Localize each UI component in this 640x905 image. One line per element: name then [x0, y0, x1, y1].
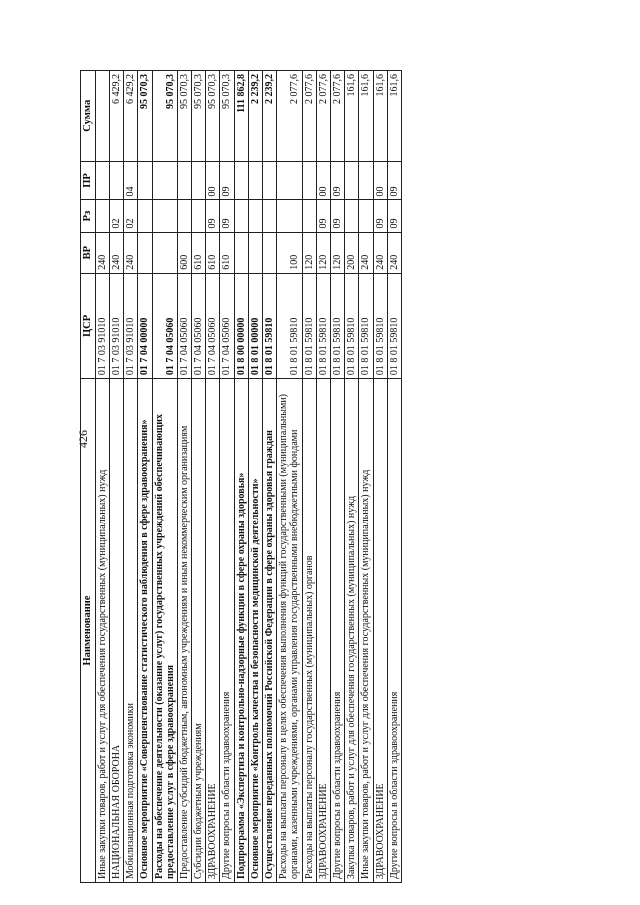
cell-name: ЗДРАВООХРАНЕНИЕ — [316, 379, 330, 883]
cell-rz — [277, 200, 302, 232]
cell-csr: 01 8 01 00000 — [248, 273, 262, 378]
header-csr: ЦСР — [81, 273, 96, 378]
cell-sum: 161,6 — [373, 71, 387, 162]
table-row — [138, 71, 152, 883]
cell-pr: 04 — [124, 161, 138, 200]
cell-rz: 02 — [124, 200, 138, 232]
cell-vr: 600 — [177, 232, 191, 273]
cell-csr: 01 7 03 91010 — [109, 273, 123, 378]
cell-name: Субсидии бюджетным учреждениям — [192, 379, 206, 883]
table-row — [373, 71, 387, 883]
cell-pr — [177, 161, 191, 200]
cell-csr: 01 7 03 91010 — [95, 273, 109, 378]
cell-pr — [359, 161, 373, 200]
cell-pr: 00 — [316, 161, 330, 200]
header-name: Наименование — [81, 379, 96, 883]
cell-sum: 95 070,3 — [206, 71, 220, 162]
cell-pr — [152, 161, 177, 200]
cell-rz — [152, 200, 177, 232]
header-rz: Рз — [81, 200, 96, 232]
cell-pr — [302, 161, 316, 200]
cell-sum: 2 077,6 — [316, 71, 330, 162]
cell-rz — [248, 200, 262, 232]
cell-pr — [192, 161, 206, 200]
cell-sum: 95 070,3 — [138, 71, 152, 162]
cell-name: Предоставление субсидий бюджетным, автономным учреждениям и иным некоммерческим организациям — [177, 379, 191, 883]
cell-rz — [263, 200, 277, 232]
table-row — [124, 71, 138, 883]
cell-csr: 01 8 01 59810 — [359, 273, 373, 378]
table-row — [277, 71, 302, 883]
cell-rz — [138, 200, 152, 232]
table-row — [330, 71, 344, 883]
cell-vr: 240 — [359, 232, 373, 273]
cell-sum — [95, 71, 109, 162]
cell-name: Другие вопросы в области здравоохранения — [387, 379, 401, 883]
cell-csr: 01 8 01 59810 — [330, 273, 344, 378]
table-row — [263, 71, 277, 883]
table-row — [359, 71, 373, 883]
cell-pr — [345, 161, 359, 200]
cell-vr: 200 — [345, 232, 359, 273]
cell-vr: 100 — [277, 232, 302, 273]
cell-vr: 610 — [206, 232, 220, 273]
cell-csr: 01 8 00 00000 — [234, 273, 248, 378]
cell-pr — [234, 161, 248, 200]
cell-sum: 95 070,3 — [220, 71, 234, 162]
header-sum: Сумма — [81, 71, 96, 162]
cell-vr: 610 — [192, 232, 206, 273]
table-row — [302, 71, 316, 883]
table-row — [95, 71, 109, 883]
cell-vr: 120 — [302, 232, 316, 273]
table-row — [192, 71, 206, 883]
cell-csr: 01 7 04 05060 — [192, 273, 206, 378]
cell-rz — [234, 200, 248, 232]
cell-vr: 240 — [95, 232, 109, 273]
cell-rz — [345, 200, 359, 232]
cell-vr: 240 — [387, 232, 401, 273]
cell-vr — [263, 232, 277, 273]
cell-csr: 01 8 01 59810 — [263, 273, 277, 378]
cell-vr — [234, 232, 248, 273]
page-number: 426 — [76, 430, 90, 448]
cell-sum: 6 429,2 — [124, 71, 138, 162]
cell-rz: 09 — [387, 200, 401, 232]
header-pr: ПР — [81, 161, 96, 200]
table-row — [109, 71, 123, 883]
cell-rz — [359, 200, 373, 232]
cell-sum: 6 429,2 — [109, 71, 123, 162]
cell-csr: 01 8 01 59810 — [387, 273, 401, 378]
table-row — [248, 71, 262, 883]
cell-csr: 01 7 03 91010 — [124, 273, 138, 378]
cell-pr — [263, 161, 277, 200]
cell-pr — [277, 161, 302, 200]
table-header-row — [81, 71, 96, 883]
cell-name: Иные закупки товаров, работ и услуг для обеспечения государственных (муниципальных) нужд — [359, 379, 373, 883]
cell-csr: 01 7 04 05060 — [206, 273, 220, 378]
cell-name: Основное мероприятие «Совершенствование статистического наблюдения в сфере здравоохранения» — [138, 379, 152, 883]
cell-name: Закупка товаров, работ и услуг для обеспечения государственных (муниципальных) нужд — [345, 379, 359, 883]
table-row — [387, 71, 401, 883]
cell-csr: 01 8 01 59810 — [277, 273, 302, 378]
cell-name: Другие вопросы в области здравоохранения — [220, 379, 234, 883]
cell-vr: 120 — [316, 232, 330, 273]
cell-vr — [248, 232, 262, 273]
table-row — [206, 71, 220, 883]
cell-rz — [302, 200, 316, 232]
cell-rz — [192, 200, 206, 232]
cell-pr: 09 — [330, 161, 344, 200]
cell-name: ЗДРАВООХРАНЕНИЕ — [373, 379, 387, 883]
cell-sum: 2 077,6 — [330, 71, 344, 162]
table-body — [95, 71, 401, 883]
cell-sum: 95 070,3 — [152, 71, 177, 162]
cell-pr: 00 — [373, 161, 387, 200]
cell-sum: 161,6 — [345, 71, 359, 162]
cell-name: Иные закупки товаров, работ и услуг для обеспечения государственных (муниципальных) нужд — [95, 379, 109, 883]
cell-name: ЗДРАВООХРАНЕНИЕ — [206, 379, 220, 883]
cell-vr — [138, 232, 152, 273]
header-vr: ВР — [81, 232, 96, 273]
cell-csr: 01 8 01 59810 — [373, 273, 387, 378]
cell-pr — [95, 161, 109, 200]
cell-csr: 01 7 04 05060 — [220, 273, 234, 378]
cell-pr — [248, 161, 262, 200]
table-row — [220, 71, 234, 883]
cell-pr — [138, 161, 152, 200]
cell-csr: 01 8 01 59810 — [345, 273, 359, 378]
cell-vr: 610 — [220, 232, 234, 273]
budget-table — [80, 70, 402, 883]
rotated-table-container — [80, 70, 402, 883]
cell-pr — [109, 161, 123, 200]
cell-vr — [152, 232, 177, 273]
cell-sum: 161,6 — [359, 71, 373, 162]
cell-name: Расходы на выплаты персоналу в целях обеспечения выполнения функций государственными (муниципальными) органами, казенными учреждениями, органами управления государственными внебюджетными фондами — [277, 379, 302, 883]
cell-vr: 240 — [109, 232, 123, 273]
cell-rz — [177, 200, 191, 232]
table-row — [177, 71, 191, 883]
cell-sum: 111 862,8 — [234, 71, 248, 162]
cell-rz: 09 — [373, 200, 387, 232]
cell-sum: 2 239,2 — [248, 71, 262, 162]
cell-name: Основное мероприятие «Контроль качества и безопасности медицинской деятельности» — [248, 379, 262, 883]
cell-sum: 2 077,6 — [277, 71, 302, 162]
table-row — [345, 71, 359, 883]
cell-csr: 01 7 04 00000 — [138, 273, 152, 378]
cell-sum: 95 070,3 — [177, 71, 191, 162]
cell-rz: 09 — [220, 200, 234, 232]
cell-sum: 161,6 — [387, 71, 401, 162]
cell-rz: 09 — [330, 200, 344, 232]
cell-rz: 02 — [109, 200, 123, 232]
cell-csr: 01 8 01 59810 — [302, 273, 316, 378]
table-row — [152, 71, 177, 883]
cell-name: НАЦИОНАЛЬНАЯ ОБОРОНА — [109, 379, 123, 883]
cell-name: Другие вопросы в области здравоохранения — [330, 379, 344, 883]
cell-csr: 01 7 04 05060 — [177, 273, 191, 378]
cell-sum: 95 070,3 — [192, 71, 206, 162]
cell-pr: 00 — [206, 161, 220, 200]
cell-sum: 2 239,2 — [263, 71, 277, 162]
cell-name: Расходы на обеспечение деятельности (оказание услуг) государственных учреждений обеспечивающих предоставление услуг в сфере здравоохранения — [152, 379, 177, 883]
cell-name: Мобилизационная подготовка экономики — [124, 379, 138, 883]
table-row — [234, 71, 248, 883]
cell-csr: 01 7 04 05060 — [152, 273, 177, 378]
cell-vr: 240 — [124, 232, 138, 273]
cell-rz: 09 — [206, 200, 220, 232]
cell-pr: 09 — [220, 161, 234, 200]
cell-name: Расходы на выплаты персоналу государственных (муниципальных) органов — [302, 379, 316, 883]
cell-name: Осуществление переданных полномочий Российской Федерации в сфере охраны здоровья граждан — [263, 379, 277, 883]
cell-vr: 240 — [373, 232, 387, 273]
table-row — [316, 71, 330, 883]
cell-rz: 09 — [316, 200, 330, 232]
cell-csr: 01 8 01 59810 — [316, 273, 330, 378]
cell-rz — [95, 200, 109, 232]
cell-name: Подпрограмма «Экспертиза и контрольно-надзорные функции в сфере охраны здоровья» — [234, 379, 248, 883]
cell-pr: 09 — [387, 161, 401, 200]
cell-vr: 120 — [330, 232, 344, 273]
cell-sum: 2 077,6 — [302, 71, 316, 162]
